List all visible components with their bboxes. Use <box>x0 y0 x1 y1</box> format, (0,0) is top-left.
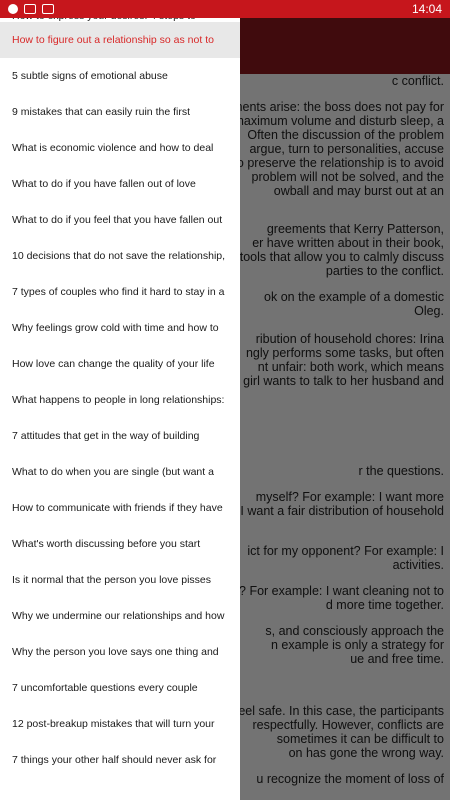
drawer-item-worth-discussing[interactable]: What's worth discussing before you start <box>12 538 201 550</box>
app-icon <box>42 4 54 14</box>
drawer-item-feel-fallen-out[interactable]: What to do if you feel that you have fallen out <box>12 214 223 226</box>
drawer-item-love-quality-of-life[interactable]: How love can change the quality of your life <box>12 358 215 370</box>
drawer-item-seven-attitudes[interactable]: 7 attitudes that get in the way of building <box>12 430 200 442</box>
drawer-item-undermine-relationships[interactable]: Why we undermine our relationships and how <box>12 610 225 622</box>
drawer-item-ten-decisions[interactable]: 10 decisions that do not save the relationship, <box>12 250 226 262</box>
status-time: 14:04 <box>411 2 442 16</box>
drawer-item-seven-types-couples[interactable]: 7 types of couples who find it hard to stay in a <box>12 286 225 298</box>
drawer-item-long-relationships[interactable]: What happens to people in long relationships: <box>12 394 225 406</box>
drawer-item-uncomfortable-questions[interactable]: 7 uncomfortable questions every couple <box>12 682 198 694</box>
drawer-item-emotional-abuse[interactable]: 5 subtle signs of emotional abuse <box>12 70 168 82</box>
status-icons <box>8 4 54 14</box>
drawer-item-says-one-thing[interactable]: Why the person you love says one thing and <box>12 646 219 658</box>
drawer-item-nine-mistakes[interactable]: 9 mistakes that can easily ruin the first <box>12 106 190 118</box>
voicemail-icon <box>24 4 36 14</box>
drawer-item-post-breakup-mistakes[interactable]: 12 post-breakup mistakes that will turn your <box>12 718 215 730</box>
drawer-item-when-single[interactable]: What to do when you are single (but want a <box>12 466 214 478</box>
drawer-item-economic-violence[interactable]: What is economic violence and how to deal <box>12 142 214 154</box>
drawer-item-feelings-grow-cold[interactable]: Why feelings grow cold with time and how to <box>12 322 219 334</box>
drawer-item-communicate-friends[interactable]: How to communicate with friends if they have <box>12 502 223 514</box>
drawer-item-normal-pisses[interactable]: Is it normal that the person you love pisses <box>12 574 212 586</box>
drawer-item-never-ask-for[interactable]: 7 things your other half should never ask for <box>12 754 217 766</box>
status-bar <box>0 0 450 18</box>
notification-icon <box>8 4 18 14</box>
drawer-item-figure-out-relationship[interactable]: How to figure out a relationship so as not to <box>0 22 240 58</box>
drawer-item-fallen-out-of-love[interactable]: What to do if you have fallen out of love <box>12 178 196 190</box>
navigation-drawer <box>0 18 240 800</box>
